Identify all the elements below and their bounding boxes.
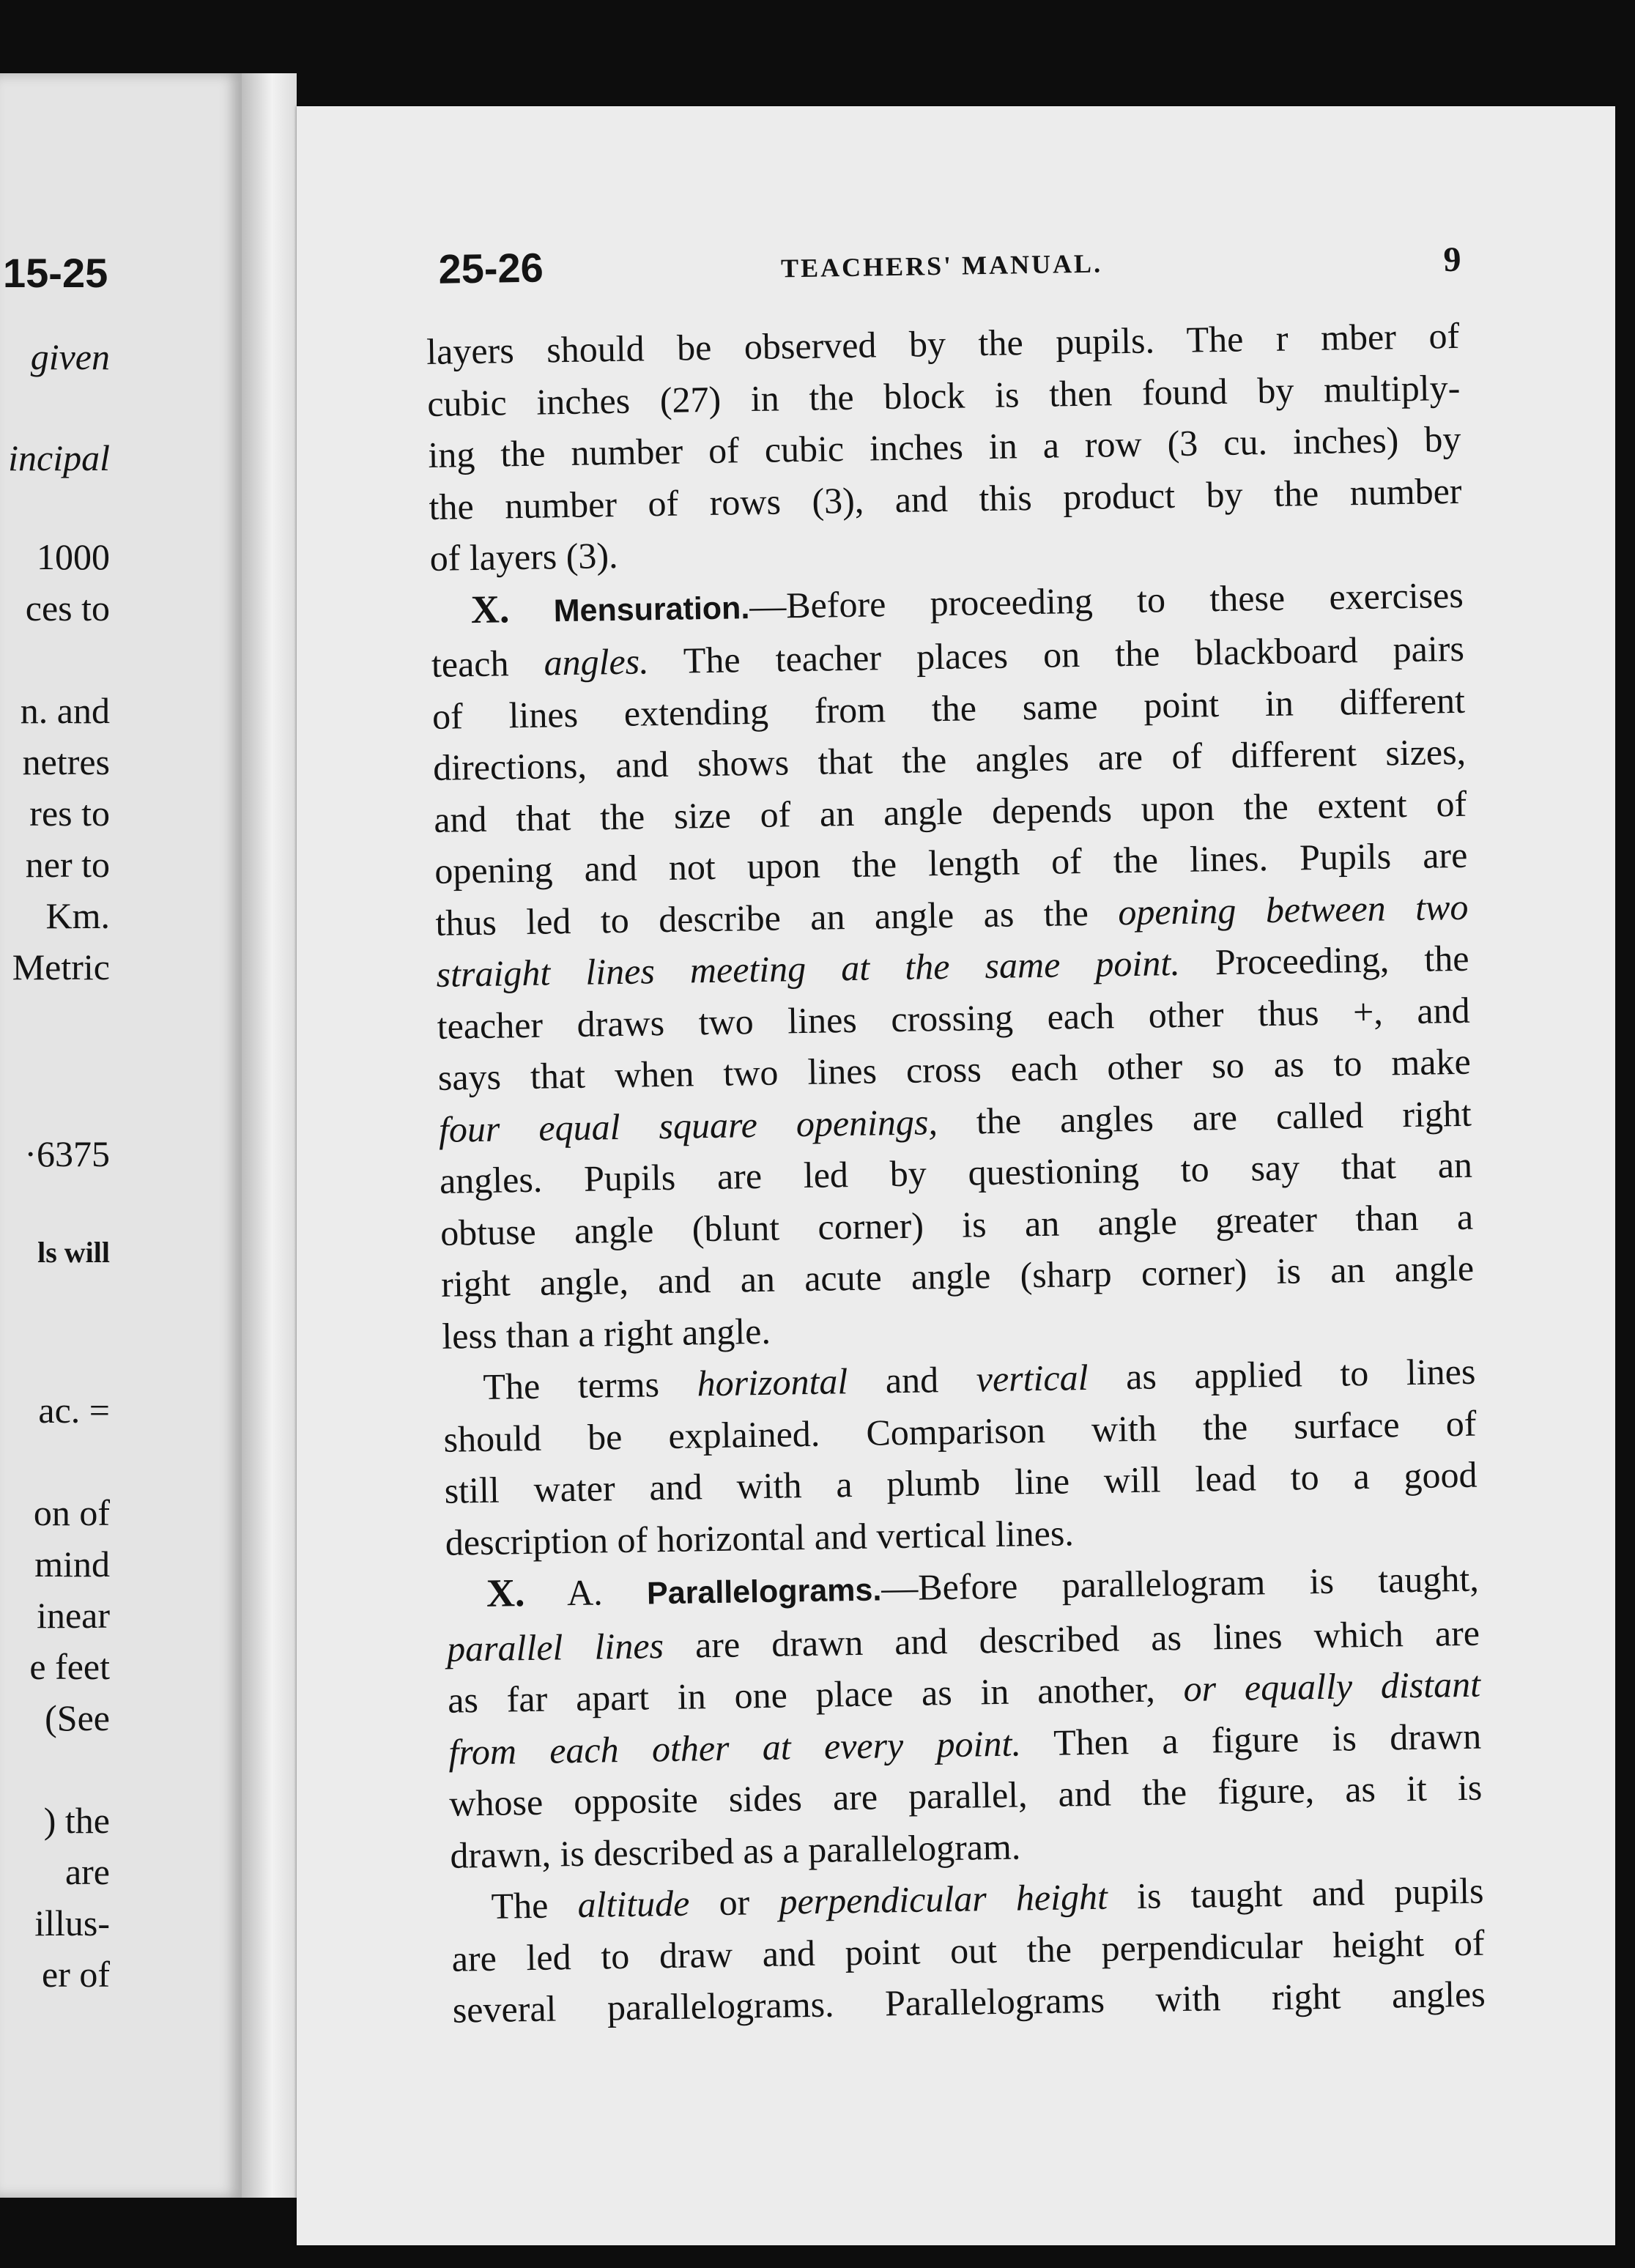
previous-page-fragment: ls will (37, 1236, 110, 1269)
previous-page-fragment: on of (33, 1492, 110, 1533)
text-line: teacher draws two lines crossing each other thus +, and (437, 989, 1471, 1047)
text-line: ing the number of cubic inches in a row (3 cu. inches) by (428, 418, 1461, 475)
paragraph-parallelograms-heading: X. A. Parallelograms.—Before parallelogram is taught, (486, 1557, 1480, 1615)
previous-page (0, 73, 242, 2198)
text-line: the number of rows (3), and this product by the number (429, 470, 1462, 527)
previous-page-fragment: ·6375 (24, 1133, 110, 1174)
previous-page-fragment: ner to (25, 844, 110, 885)
page-number: 9 (1443, 240, 1461, 280)
text-line: whose opposite sides are parallel, and the figure, as it is (448, 1766, 1483, 1824)
body-text (426, 310, 1486, 2036)
text-line: teach angles. The teacher places on the blackboard pairs (431, 627, 1465, 685)
text-line: and that the size of an angle depends upon the extent of (433, 782, 1467, 840)
previous-page-section-number: 15-25 (3, 250, 108, 296)
previous-page-fragment: 1000 (37, 536, 110, 577)
previous-page-fragment: given (30, 336, 110, 377)
text-line: The terms horizontal and vertical as applied to lines (483, 1350, 1476, 1407)
previous-page-fragment: illus- (34, 1902, 110, 1943)
text-line: cubic inches (27) in the block is then found by multiply- (426, 366, 1461, 424)
previous-page-fragment: Metric (12, 946, 110, 987)
text-line: four equal square openings, the angles are called right (438, 1092, 1472, 1150)
text-line: straight lines meeting at the same point. Proceeding, the (436, 937, 1469, 995)
previous-page-fragment: ) the (43, 1800, 110, 1841)
text-line: angles. Pupils are led by questioning to say that an (439, 1144, 1473, 1201)
text-line: obtuse angle (blunt corner) is an angle greater than a (440, 1196, 1474, 1253)
paragraph-mensuration-heading: X. Mensuration.—Before proceeding to these exercises (470, 574, 1464, 631)
text-line: are led to draw and point out the perpendicular height of (451, 1922, 1485, 1979)
previous-page-fragment: inear (37, 1595, 110, 1636)
text-line: drawn, is described as a parallelogram. (450, 1825, 1021, 1876)
book-page (297, 106, 1615, 2245)
text-line: The altitude or perpendicular height is taught and pupils (491, 1869, 1484, 1927)
text-line: layers should be observed by the pupils. The r mber of (426, 314, 1460, 372)
previous-page-fragment: er of (42, 1954, 110, 1995)
subheading-parallelograms: Parallelograms. (646, 1572, 882, 1612)
section-range: 25-26 (438, 244, 544, 292)
previous-page-fragment: res to (29, 793, 110, 834)
text-line: opening and not upon the length of the lines. Pupils are (434, 834, 1468, 892)
text-line: less than a right angle. (441, 1310, 771, 1357)
text-line: parallel lines are drawn and described as lines which are (446, 1612, 1480, 1670)
text-line: description of horizontal and vertical lines. (445, 1511, 1075, 1563)
text-line: as far apart in one place as in another, or equally distant (447, 1663, 1481, 1721)
text-line: still water and with a plumb line will lead to a good (444, 1453, 1478, 1511)
previous-page-fragment: netres (22, 741, 110, 782)
text-line: several parallelograms. Parallelograms with right angles (452, 1973, 1486, 2031)
text-line: right angle, and an acute angle (sharp corner) is an angle (440, 1247, 1475, 1305)
text-line: from each other at every point. Then a figure is drawn (448, 1715, 1482, 1773)
previous-page-fragment: e feet (29, 1646, 110, 1687)
text-line: thus led to describe an angle as the opening between two (435, 886, 1469, 944)
previous-page-fragment: Km. (45, 895, 110, 936)
running-head (425, 229, 1459, 326)
previous-page-fragment: n. and (20, 690, 110, 731)
subheading-mensuration: Mensuration. (553, 590, 750, 629)
page-gutter (242, 73, 297, 2198)
previous-page-fragment: mind (34, 1544, 110, 1585)
previous-page-fragment: ac. = (38, 1390, 110, 1431)
previous-page-fragment: are (64, 1851, 110, 1892)
previous-page-fragment: incipal (8, 437, 110, 478)
previous-page-fragment: ces to (25, 588, 110, 629)
running-title: TEACHERS' MANUAL. (780, 248, 1103, 284)
text-line: of layers (3). (429, 534, 618, 579)
text-line: says that when two lines cross each other so as to make (437, 1040, 1472, 1098)
page-content (425, 229, 1486, 2036)
previous-page-fragment: (See (45, 1697, 110, 1738)
text-line: of lines extending from the same point in different (431, 679, 1466, 737)
text-line: directions, and shows that the angles are of different sizes, (432, 730, 1467, 788)
text-line: should be explained. Comparison with the surface of (443, 1402, 1477, 1460)
